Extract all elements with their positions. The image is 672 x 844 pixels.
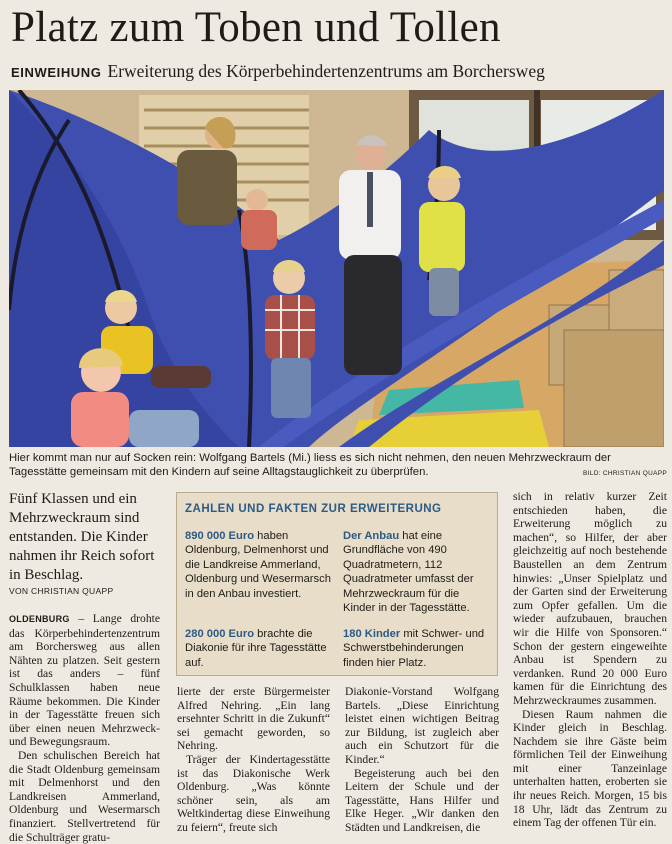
fact-building-label: Der Anbau [343, 530, 400, 542]
fact-children-count: 180 Kinder [343, 628, 401, 640]
photo-caption: Hier kommt man nur auf Socken rein: Wolfgang Bartels (Mi.) liess es sich nicht nehmen, den neuen Mehrzweckraum der Tagesstätte gemeinsam mit den Kindern auf seine Alltagstauglichkeit zu überprüfen. [9, 452, 611, 478]
fact-investment [185, 529, 335, 601]
fact-box-title: ZAHLEN UND FAKTEN ZUR ERWEITERUNG [185, 503, 442, 515]
column-1-paragraph-1 [9, 612, 160, 749]
fact-investment-amount: 890 000 Euro [185, 530, 255, 542]
article-photo [9, 90, 664, 447]
photo-illustration [9, 90, 664, 447]
fact-children [343, 627, 493, 670]
fact-building-text: hat eine Grundfläche von 490 Quadratmetern, 112 Quadratmeter umfasst der Mehrzweckraum für die Kinder in der Tagesstätte. [343, 530, 474, 615]
teaser: Fünf Klassen und ein Mehrzweckraum sind entstanden. Die Kinder nahmen ihr Reich sofort in Beschlag. [9, 491, 155, 583]
column-2-paragraph-2: Träger der Kindertagesstätte ist das Diakonische Werk Oldenburg. „Was könnte schöner sein, als am Weltkindertag diese Einweihung zu feiern“, freute sich [177, 752, 330, 834]
kicker: EINWEIHUNG [11, 65, 102, 80]
fact-diakonie-text: brachte die Diakonie für ihre Tagesstätte auf. [185, 628, 327, 669]
column-4-paragraph-1: sich in relativ kurzer Zeit entschieden haben, die Erweiterung möglich zu machen“, so Hilfer, der aber gleichzeitig auf noch bestehende Baustellen an dem Zentrum hinwies: „Unser Spielplatz und der Garten sind der Erweiterung zum Opfer gefallen. Um die wieder aufzubauen, brauchen wir die Hilfe von Sponsoren.“ Schon der gestern eingeweihte Anbau ist Spendern zu verdanken. Rund 20 000 Euro kamen für die Einrichtung des Mehrzweckraumes zusammen. [513, 490, 667, 707]
column-1 [9, 612, 160, 844]
fact-building [343, 529, 493, 615]
headline: Platz zum Toben und Tollen [11, 4, 501, 51]
subheadline-line [11, 59, 545, 85]
column-2 [177, 685, 330, 835]
column-1-text-1: – Lange drohte das Körperbehindertenzentrum am Borchersweg aus allen Nähten zu platzen. Seit gestern ist das anders – fünf Schulklassen haben neue Räume bekommen. Die Kinder in der Tagesstätte freuen sich über einen neuen Mehrzweck- und Bewegungsraum. [9, 612, 160, 749]
fact-diakonie [185, 627, 335, 670]
column-3-paragraph-1: Diakonie-Vorstand Wolfgang Bartels. „Diese Einrichtung leistet einen wichtigen Beitrag zur Bildung, ist zugleich aber auch ein Schutzort für die Kinder.“ [345, 685, 499, 766]
column-2-paragraph-1: lierte der erste Bürgermeister Alfred Nehring. „Ein lang ersehnter Schritt in die Zukunft“ sei gemacht geworden, so Nehring. [177, 685, 330, 753]
fact-children-text: mit Schwer- und Schwerstbehinderungen finden hier Platz. [343, 628, 485, 669]
column-4 [513, 490, 667, 830]
byline: VON CHRISTIAN QUAPP [9, 586, 114, 596]
subheadline: Erweiterung des Körperbehindertenzentrums am Borchersweg [107, 61, 545, 81]
dateline: OLDENBURG [9, 614, 70, 624]
column-4-paragraph-2: Diesen Raum nahmen die Kinder gleich in Beschlag. Nachdem sie ihre Gäste beim förmlichen Teil der Einweihung mit einer Tanzeinlage unterhalten hatten, eroberten sie ihr neues Reich. Morgen, 15 bis 18 Uhr, lädt das Zentrum zu einem Tag der offenen Tür ein. [513, 707, 667, 830]
fact-diakonie-amount: 280 000 Euro [185, 628, 255, 640]
fact-investment-text: haben Oldenburg, Delmenhorst und die Landkreise Ammerland, Oldenburg und Wesermarsch in den Anbau investiert. [185, 530, 331, 600]
photo-credit: BILD: CHRISTIAN QUAPP [583, 470, 667, 477]
column-3-paragraph-2: Begeisterung auch bei den Leitern der Schule und der Tagesstätte, Hans Hilfer und Elke Heger. „Wir danken den Städten und Landkreisen, die [345, 766, 499, 834]
column-1-paragraph-2: Den schulischen Bereich hat die Stadt Oldenburg gemeinsam mit Delmenhorst und den Landkreisen Ammerland, Oldenburg und Wesermarsch finanziert. Stellvertretend für die Schulträger gratu- [9, 748, 160, 844]
column-3 [345, 685, 499, 835]
fact-box [176, 492, 498, 676]
